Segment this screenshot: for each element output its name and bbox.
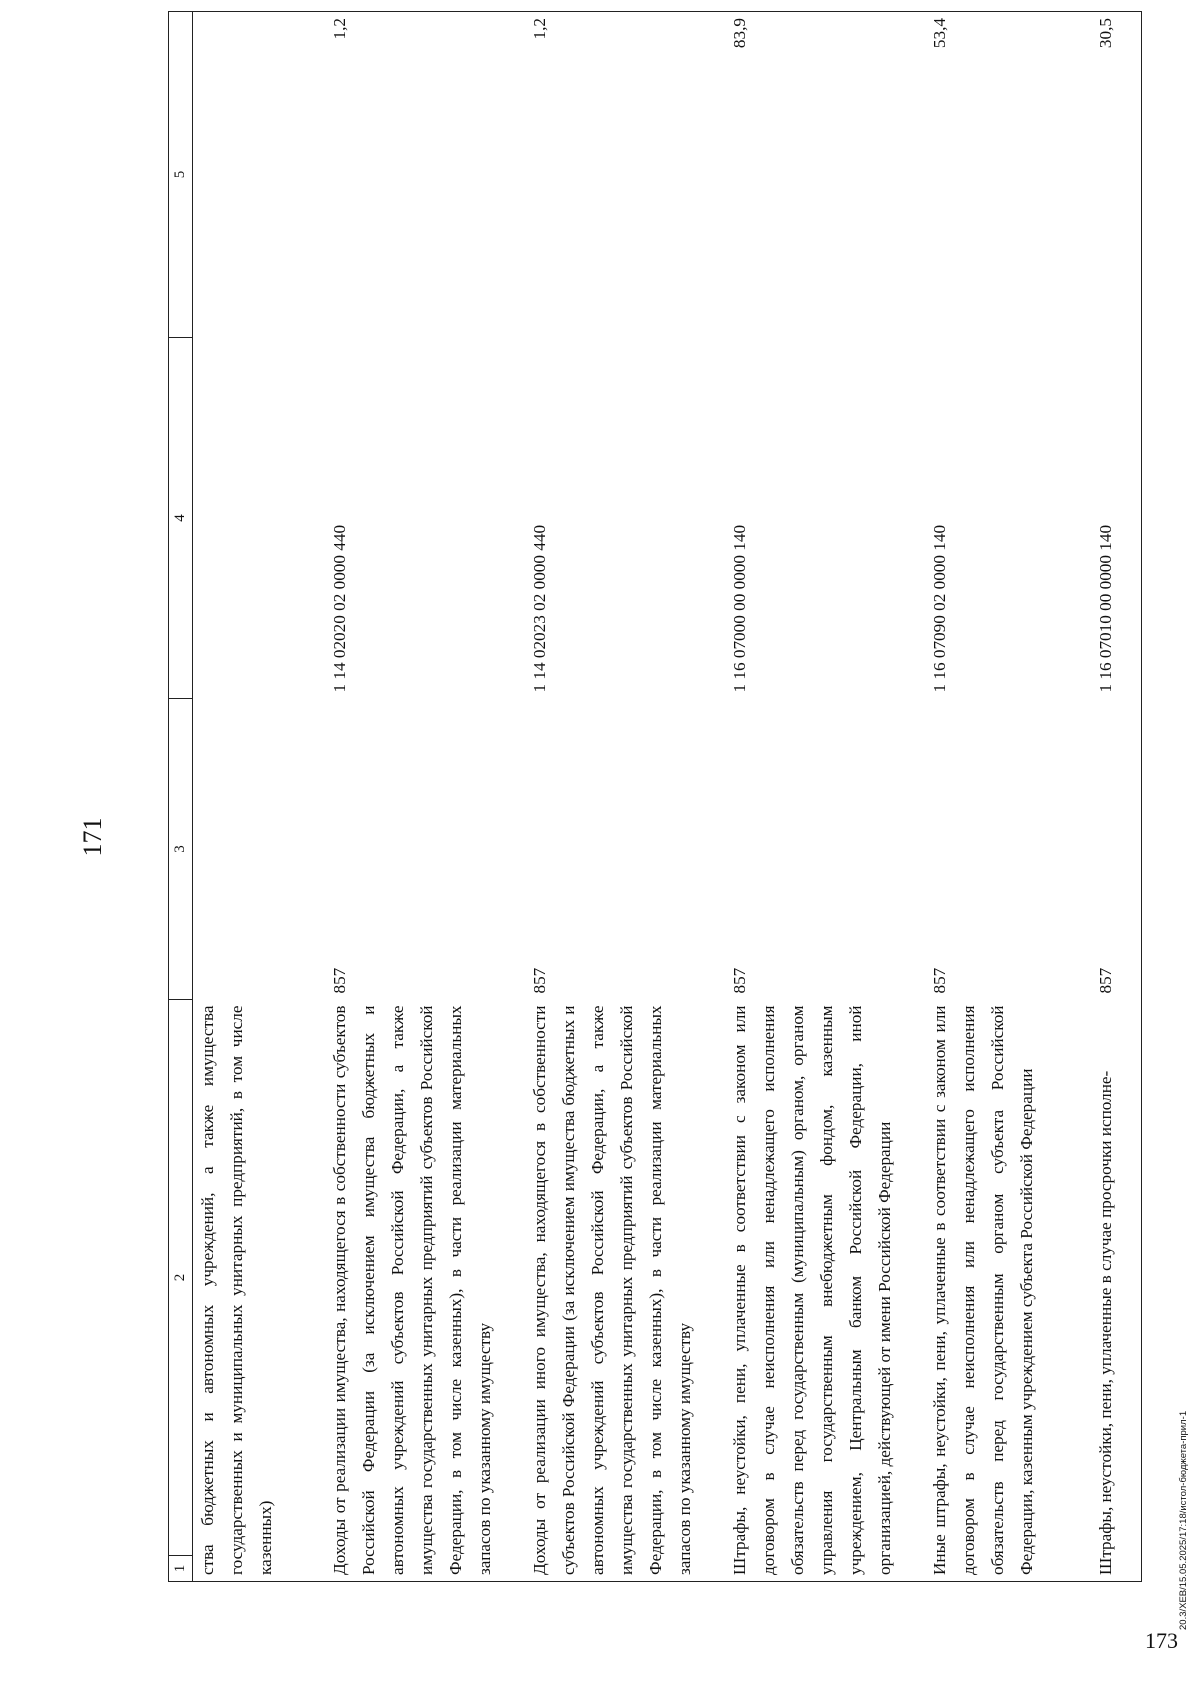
amount: 30,5 <box>1096 18 1115 49</box>
budget-classification-code: 1 14 02023 02 0000 440 <box>530 524 549 693</box>
amount <box>193 12 310 338</box>
administrator-code <box>193 699 310 1000</box>
revenue-name: ства бюджетных и автономных учреждений, а также имущества государственных и муниципальных унитарных предприятий, в том числе казенных) <box>198 1005 275 1575</box>
revenue-name: Штрафы, неустойки, пени, уплаченные в соответствии с законом или договором в случае неисполнения или ненадлежащего исполнения обязательств перед государственным (муниципальным) органом, органом управления государственным внебюджетным фондом, казенным учреждением, Центральным банком Российской Федерации, иной организацией, действующей от имени Российской Федерации <box>730 1005 894 1575</box>
budget-classification-code: 1 14 02020 02 0000 440 <box>330 524 349 693</box>
table-row <box>1075 12 1142 1582</box>
budget-classification-code: 1 16 07010 00 0000 140 <box>1096 524 1115 693</box>
amount: 53,4 <box>930 18 949 49</box>
header-col-2: 2 <box>169 1000 193 1556</box>
amount: 83,9 <box>730 18 749 49</box>
header-col-3: 3 <box>169 699 193 1000</box>
table-header-row <box>169 12 193 1582</box>
amount: 1,2 <box>530 18 549 40</box>
revenue-name: Иные штрафы, неустойки, пени, уплаченные в соответствии с законом или договором в случае неисполнения или ненадлежащего исполнения обязательств перед государственным органом субъекта Российской Федерации, казенным учреждением субъекта Российской Федерации <box>930 1005 1036 1575</box>
revenue-name: Доходы от реализации имущества, находящегося в собственности субъектов Российской Федерации (за исключением имущества бюджетных и автономных учреждений субъектов Российской Федерации, а также имущества государственных унитарных предприятий субъектов Российской Федерации, в том числе казенных), в части реализации материальных запасов по указанному имуществу <box>330 1005 494 1575</box>
table-row <box>909 12 1075 1582</box>
revenue-name: Штрафы, неустойки, пени, уплаченные в случае просрочки исполне- <box>1096 1070 1115 1575</box>
header-col-4: 4 <box>169 338 193 699</box>
budget-classification-code <box>193 338 310 699</box>
budget-classification-code: 1 16 07090 02 0000 140 <box>930 524 949 693</box>
administrator-code: 857 <box>1096 967 1115 994</box>
administrator-code: 857 <box>930 967 949 994</box>
table-row <box>709 12 909 1582</box>
table-row <box>309 12 509 1582</box>
revenue-table <box>168 11 1142 1582</box>
page-number-top: 171 <box>78 817 107 857</box>
document-stamp: 20.3/XEB/15.05.2025/17:18/истол-бюджета-прил-1 <box>1178 1410 1189 1630</box>
header-col-1: 1 <box>169 1556 193 1582</box>
budget-classification-code: 1 16 07000 00 0000 140 <box>730 524 749 693</box>
page-number-bottom: 173 <box>1145 1628 1178 1653</box>
administrator-code: 857 <box>530 967 549 994</box>
administrator-code: 857 <box>330 967 349 994</box>
revenue-name: Доходы от реализации иного имущества, находящегося в собственности субъектов Российской Федерации (за исключением имущества бюджетных и автономных учреждений субъектов Российской Федерации, а также имущества государственных унитарных предприятий субъектов Российской Федерации, в том числе казенных), в части реализации материальных запасов по указанному имуществу <box>530 1005 694 1575</box>
administrator-code: 857 <box>730 967 749 994</box>
table-row <box>193 12 310 1582</box>
amount: 1,2 <box>330 18 349 40</box>
header-col-5: 5 <box>169 12 193 338</box>
table-row <box>509 12 709 1582</box>
